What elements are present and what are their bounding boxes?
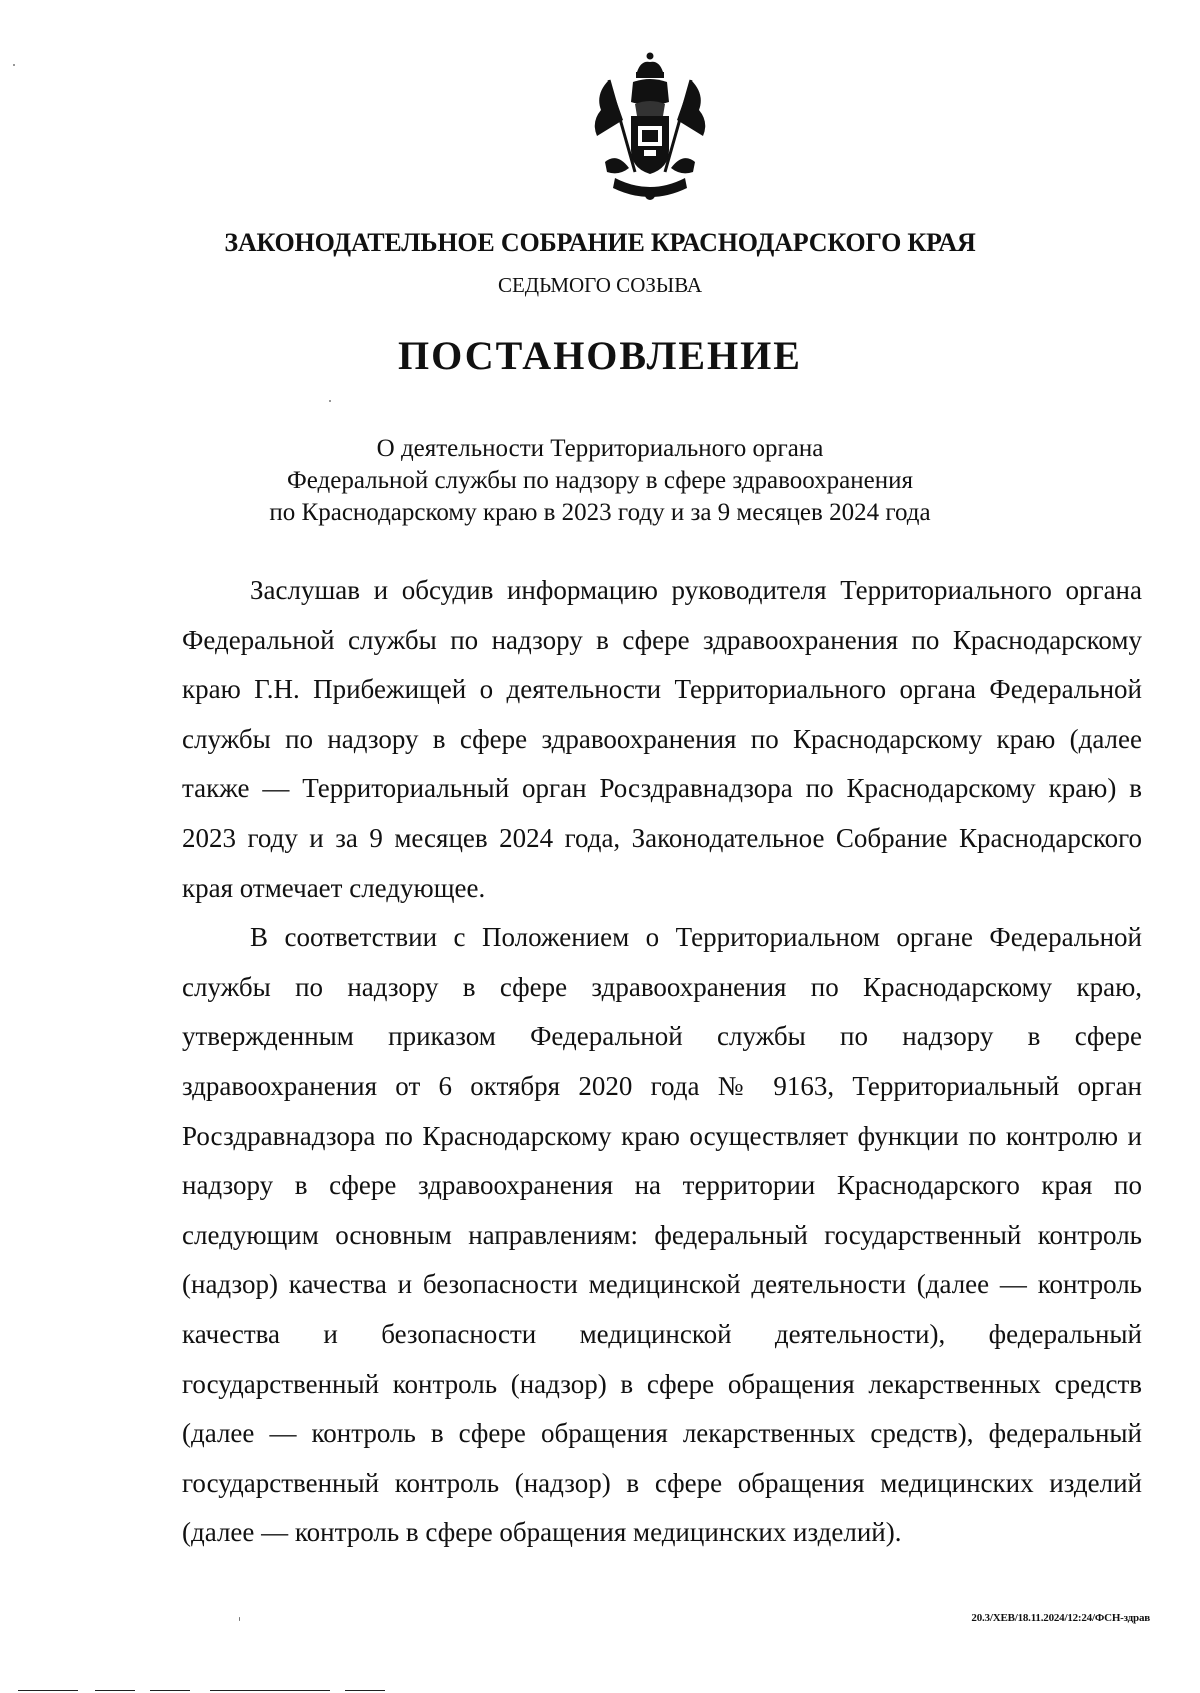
scan-edge-line	[18, 1690, 78, 1691]
document-type-title: ПОСТАНОВЛЕНИЕ	[398, 333, 802, 378]
document-subject	[180, 433, 1020, 529]
body-paragraph: В соответствии с Положением о Территориальном органе Федеральной службы по надзору в сфере здравоохранения по Краснодарскому краю, утвержденным приказом Федеральной службы по надзору в сфере здравоохранения от 6 октября 2020 года № 9163, Территориальный орган Росздравнадзора по Краснодарскому краю осуществляет функции по контролю и надзору в сфере здравоохранения на территории Краснодарского края по следующим основным направлениям: федеральный государственный контроль (надзор) качества и безопасности медицинской деятельности (далее — контроль качества и безопасности медицинской деятельности), федеральный государственный контроль (надзор) в сфере обращения лекарственных средств (далее — контроль в сфере обращения лекарственных средств), федеральный государственный контроль (надзор) в сфере обращения медицинских изделий (далее — контроль в сфере обращения медицинских изделий).	[182, 922, 1142, 1548]
krasnodar-krai-coat-of-arms-icon	[589, 50, 711, 205]
scan-speck	[13, 64, 15, 66]
body-paragraph: Заслушав и обсудив информацию руководителя Территориального органа Федеральной службы по надзору в сфере здравоохранения по Краснодарскому краю Г.Н. Прибежищей о деятельности Территориального органа Федеральной службы по надзору в сфере здравоохранения по Краснодарскому краю (далее также — Территориальный орган Росздравнадзора по Краснодарскому краю) в 2023 году и за 9 месяцев 2024 года, Законодательное Собрание Краснодарского края отмечает следующее.	[182, 575, 1142, 903]
scan-edge-line	[210, 1690, 330, 1691]
subject-line: О деятельности Территориального органа	[376, 435, 824, 462]
document-body	[182, 566, 1142, 1558]
scan-speck	[239, 1617, 240, 1621]
subject-line: Федеральной службы по надзору в сфере здравоохранения	[287, 467, 913, 494]
scan-edge-line	[95, 1690, 135, 1691]
scan-edge-line	[150, 1690, 190, 1691]
organization-title: ЗАКОНОДАТЕЛЬНОЕ СОБРАНИЕ КРАСНОДАРСКОГО КРАЯ	[224, 228, 976, 257]
subject-line: по Краснодарскому краю в 2023 году и за 9 месяцев 2024 года	[269, 499, 931, 526]
scan-edge-line	[345, 1690, 385, 1691]
scan-speck	[329, 400, 331, 402]
convocation-label: СЕДЬМОГО СОЗЫВА	[497, 273, 703, 297]
registration-code: 20.3/ХЕВ/18.11.2024/12:24/ФСН-здрав	[971, 1612, 1150, 1624]
